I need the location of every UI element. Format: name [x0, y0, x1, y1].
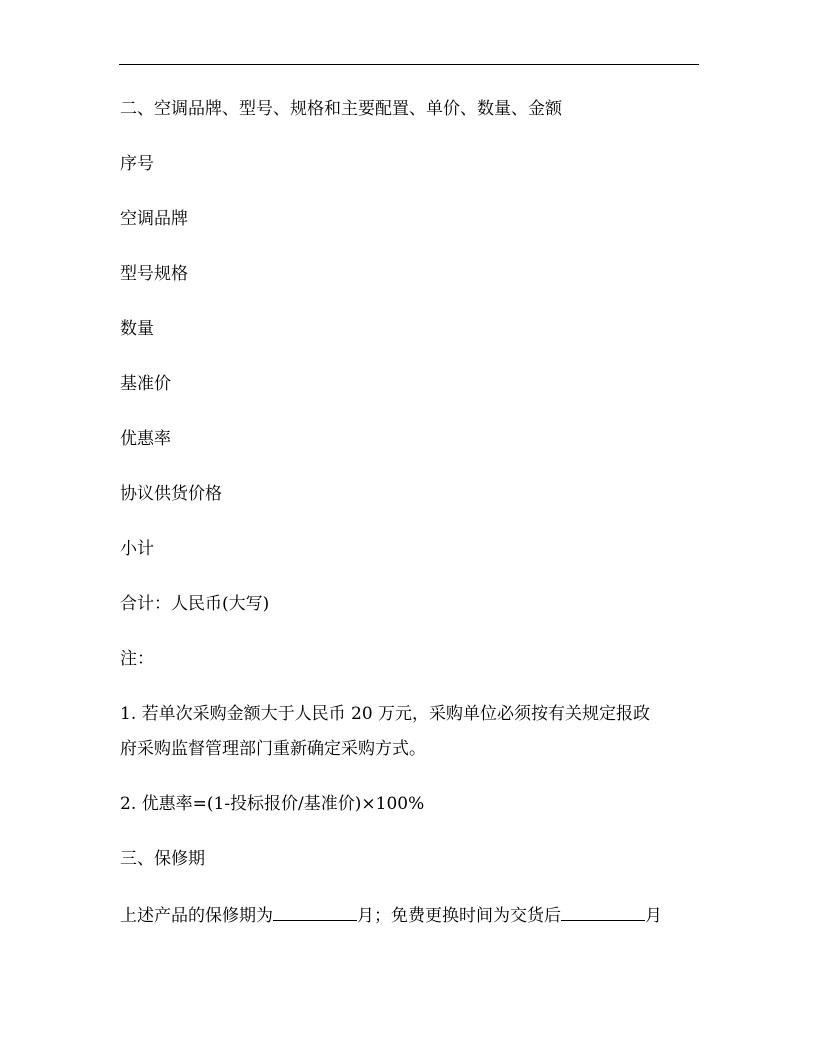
warranty-period-blank[interactable]	[273, 904, 357, 921]
field-label: 数量	[120, 319, 154, 339]
section-heading: 三、保修期	[120, 849, 205, 869]
notes-label: 注：	[120, 649, 154, 669]
replacement-period-blank[interactable]	[561, 904, 645, 921]
warranty-text: 月	[645, 906, 662, 926]
field-label: 空调品牌	[120, 209, 188, 229]
field-label: 协议供货价格	[120, 484, 222, 504]
header-rule	[119, 64, 699, 65]
field-label: 基准价	[120, 374, 171, 394]
total-line: 合计：人民币(大写)	[120, 594, 270, 614]
section-heading: 二、空调品牌、型号、规格和主要配置、单价、数量、金额	[120, 99, 562, 119]
field-label: 小计	[120, 539, 154, 559]
note-2: 2. 优惠率=(1-投标报价/基准价)×100%	[120, 794, 425, 814]
field-label: 优惠率	[120, 429, 171, 449]
field-label: 序号	[120, 154, 154, 174]
field-label: 型号规格	[120, 264, 188, 284]
warranty-text: 上述产品的保修期为	[120, 906, 273, 926]
note-1-line-2: 府采购监督管理部门重新确定采购方式。	[120, 739, 426, 759]
note-1-line-1: 1. 若单次采购金额大于人民币 20 万元，采购单位必须按有关规定报政	[120, 704, 651, 724]
warranty-text: 月；免费更换时间为交货后	[357, 906, 561, 926]
warranty-line	[120, 904, 662, 926]
